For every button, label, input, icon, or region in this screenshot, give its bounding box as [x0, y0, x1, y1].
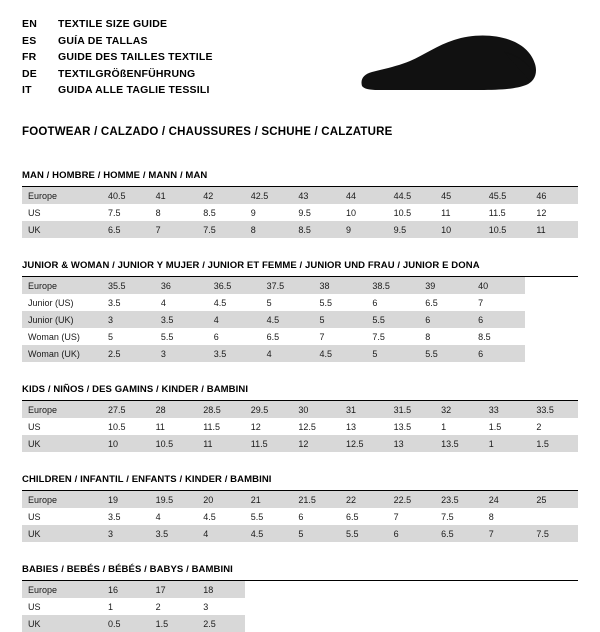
- size-cell: 7: [483, 525, 531, 542]
- row-label: Junior (UK): [22, 311, 102, 328]
- size-cell: [525, 277, 578, 294]
- table-row: [22, 204, 578, 221]
- size-cell: 4.5: [197, 508, 245, 525]
- size-section: [22, 170, 578, 238]
- size-cell: 11.5: [483, 204, 531, 221]
- row-label: UK: [22, 615, 102, 632]
- size-cell: [340, 581, 388, 598]
- size-cell: 4.5: [208, 294, 261, 311]
- size-cell: [245, 615, 293, 632]
- size-cell: 16: [102, 581, 150, 598]
- size-cell: [525, 311, 578, 328]
- size-cell: 11: [530, 221, 578, 238]
- size-cell: [435, 598, 483, 615]
- size-cell: 6: [366, 294, 419, 311]
- size-cell: 3: [155, 345, 208, 362]
- size-cell: 40: [472, 277, 525, 294]
- size-table: [22, 401, 578, 452]
- section-title: BABIES / BEBÉS / BÉBÉS / BABYS / BAMBINI: [22, 564, 578, 581]
- table-row: [22, 418, 578, 435]
- size-cell: 8: [245, 221, 293, 238]
- size-cell: 3: [197, 598, 245, 615]
- language-code: ES: [22, 34, 37, 47]
- size-cell: 12: [245, 418, 293, 435]
- size-section: [22, 384, 578, 452]
- size-cell: [530, 615, 578, 632]
- size-cell: 4.5: [261, 311, 314, 328]
- language-title: GUIDE DES TAILLES TEXTILE: [58, 51, 213, 63]
- table-row: [22, 491, 578, 508]
- size-cell: 33.5: [530, 401, 578, 418]
- size-cell: 7.5: [197, 221, 245, 238]
- row-label: US: [22, 508, 102, 525]
- size-cell: 4: [208, 311, 261, 328]
- table-row: [22, 615, 578, 632]
- table-row: [22, 328, 578, 345]
- size-cell: 4.5: [314, 345, 367, 362]
- size-cell: 12: [292, 435, 340, 452]
- size-cell: 25: [530, 491, 578, 508]
- size-cell: [388, 581, 436, 598]
- size-cell: [483, 581, 531, 598]
- size-cell: 28.5: [197, 401, 245, 418]
- language-code: IT: [22, 84, 32, 96]
- size-cell: 20: [197, 491, 245, 508]
- language-title: GUIDA ALLE TAGLIE TESSILI: [58, 84, 210, 96]
- size-cell: 7: [314, 328, 367, 345]
- size-cell: 1: [435, 418, 483, 435]
- size-cell: 11: [435, 204, 483, 221]
- size-cell: 10.5: [150, 435, 198, 452]
- size-cell: 10: [102, 435, 150, 452]
- size-cell: 7.5: [102, 204, 150, 221]
- size-cell: 2: [530, 418, 578, 435]
- size-cell: 8.5: [472, 328, 525, 345]
- size-cell: 36: [155, 277, 208, 294]
- table-row: [22, 221, 578, 238]
- row-label: Europe: [22, 401, 102, 418]
- size-cell: 4: [197, 525, 245, 542]
- size-cell: 7.5: [366, 328, 419, 345]
- size-cell: 8: [150, 204, 198, 221]
- size-cell: [435, 581, 483, 598]
- table-row: [22, 581, 578, 598]
- size-cell: [483, 598, 531, 615]
- size-cell: 3.5: [102, 294, 155, 311]
- size-cell: 38: [314, 277, 367, 294]
- size-cell: 42.5: [245, 187, 293, 204]
- size-cell: 5: [366, 345, 419, 362]
- size-cell: 5.5: [314, 294, 367, 311]
- size-cell: 19: [102, 491, 150, 508]
- size-cell: 5.5: [419, 345, 472, 362]
- size-cell: 5: [292, 525, 340, 542]
- size-cell: 8: [419, 328, 472, 345]
- size-cell: 9: [245, 204, 293, 221]
- table-row: [22, 508, 578, 525]
- row-label: Europe: [22, 491, 102, 508]
- size-cell: 3.5: [155, 311, 208, 328]
- row-label: US: [22, 418, 102, 435]
- size-cell: 22.5: [388, 491, 436, 508]
- size-cell: 37.5: [261, 277, 314, 294]
- table-row: [22, 435, 578, 452]
- size-cell: 13.5: [388, 418, 436, 435]
- row-label: US: [22, 598, 102, 615]
- row-label: UK: [22, 525, 102, 542]
- size-cell: 5.5: [366, 311, 419, 328]
- size-cell: 6: [388, 525, 436, 542]
- size-cell: 45.5: [483, 187, 531, 204]
- size-cell: 1.5: [530, 435, 578, 452]
- size-cell: [388, 615, 436, 632]
- row-label: Europe: [22, 581, 102, 598]
- size-cell: 46: [530, 187, 578, 204]
- size-cell: 11.5: [245, 435, 293, 452]
- size-cell: 12.5: [340, 435, 388, 452]
- section-title: CHILDREN / INFANTIL / ENFANTS / KINDER / BAMBINI: [22, 474, 578, 491]
- size-cell: 10.5: [388, 204, 436, 221]
- size-cell: 18: [197, 581, 245, 598]
- size-cell: [530, 581, 578, 598]
- size-cell: 3: [102, 525, 150, 542]
- table-row: [22, 345, 578, 362]
- size-cell: 43: [292, 187, 340, 204]
- table-row: [22, 187, 578, 204]
- size-cell: 5: [314, 311, 367, 328]
- size-cell: 42: [197, 187, 245, 204]
- size-cell: [292, 581, 340, 598]
- size-cell: 12: [530, 204, 578, 221]
- size-cell: [340, 615, 388, 632]
- size-cell: [525, 345, 578, 362]
- size-sections: [22, 170, 578, 632]
- size-cell: 3.5: [102, 508, 150, 525]
- size-cell: 8: [483, 508, 531, 525]
- size-cell: 35.5: [102, 277, 155, 294]
- row-label: US: [22, 204, 102, 221]
- size-cell: 10: [435, 221, 483, 238]
- size-section: [22, 474, 578, 542]
- language-title: GUÍA DE TALLAS: [58, 34, 148, 47]
- size-cell: 29.5: [245, 401, 293, 418]
- row-label: UK: [22, 435, 102, 452]
- size-cell: 6: [208, 328, 261, 345]
- size-cell: 1.5: [150, 615, 198, 632]
- size-cell: 24: [483, 491, 531, 508]
- dress-shoe-icon: [354, 32, 544, 102]
- size-cell: [292, 598, 340, 615]
- size-cell: 4: [155, 294, 208, 311]
- section-title: JUNIOR & WOMAN / JUNIOR Y MUJER / JUNIOR ET FEMME / JUNIOR UND FRAU / JUNIOR E DONA: [22, 260, 578, 277]
- size-cell: 10.5: [483, 221, 531, 238]
- size-cell: 0.5: [102, 615, 150, 632]
- size-table: [22, 581, 578, 632]
- size-cell: [388, 598, 436, 615]
- table-row: [22, 311, 578, 328]
- language-title: TEXTILE SIZE GUIDE: [58, 18, 168, 30]
- size-cell: 40.5: [102, 187, 150, 204]
- size-cell: 2.5: [102, 345, 155, 362]
- size-cell: 6.5: [419, 294, 472, 311]
- size-cell: 5: [102, 328, 155, 345]
- size-cell: [292, 615, 340, 632]
- size-cell: 23.5: [435, 491, 483, 508]
- size-cell: 4: [261, 345, 314, 362]
- size-table: [22, 187, 578, 238]
- size-cell: 6: [292, 508, 340, 525]
- size-cell: 32: [435, 401, 483, 418]
- size-cell: 4.5: [245, 525, 293, 542]
- size-cell: 19.5: [150, 491, 198, 508]
- size-cell: [340, 598, 388, 615]
- size-cell: 44.5: [388, 187, 436, 204]
- size-cell: 6: [472, 311, 525, 328]
- table-row: [22, 277, 578, 294]
- size-cell: [530, 508, 578, 525]
- size-cell: 6.5: [340, 508, 388, 525]
- size-cell: [435, 615, 483, 632]
- size-cell: 30: [292, 401, 340, 418]
- size-section: [22, 564, 578, 632]
- size-cell: [245, 598, 293, 615]
- size-section: [22, 260, 578, 362]
- size-cell: 22: [340, 491, 388, 508]
- size-cell: 3.5: [150, 525, 198, 542]
- size-cell: 5.5: [340, 525, 388, 542]
- size-cell: 21.5: [292, 491, 340, 508]
- size-cell: 6.5: [102, 221, 150, 238]
- size-cell: 10: [340, 204, 388, 221]
- size-cell: 2: [150, 598, 198, 615]
- size-cell: 9: [340, 221, 388, 238]
- size-cell: 44: [340, 187, 388, 204]
- size-cell: 8.5: [197, 204, 245, 221]
- table-row: [22, 598, 578, 615]
- size-cell: 12.5: [292, 418, 340, 435]
- size-cell: 31.5: [388, 401, 436, 418]
- size-cell: 39: [419, 277, 472, 294]
- size-cell: [525, 294, 578, 311]
- size-cell: 3.5: [208, 345, 261, 362]
- size-cell: [530, 598, 578, 615]
- size-cell: 9.5: [292, 204, 340, 221]
- row-label: Europe: [22, 187, 102, 204]
- row-label: Junior (US): [22, 294, 102, 311]
- size-cell: 11: [197, 435, 245, 452]
- size-table: [22, 491, 578, 542]
- header: [22, 18, 578, 110]
- size-cell: 5.5: [245, 508, 293, 525]
- section-title: MAN / HOMBRE / HOMME / MANN / MAN: [22, 170, 578, 187]
- size-cell: 5.5: [155, 328, 208, 345]
- table-row: [22, 401, 578, 418]
- size-cell: 27.5: [102, 401, 150, 418]
- size-cell: 1: [483, 435, 531, 452]
- size-cell: 28: [150, 401, 198, 418]
- size-cell: 7: [472, 294, 525, 311]
- size-cell: 7: [150, 221, 198, 238]
- size-cell: 41: [150, 187, 198, 204]
- row-label: UK: [22, 221, 102, 238]
- size-cell: 13.5: [435, 435, 483, 452]
- language-code: EN: [22, 18, 37, 30]
- size-cell: 8.5: [292, 221, 340, 238]
- size-cell: 6.5: [261, 328, 314, 345]
- size-cell: 10.5: [102, 418, 150, 435]
- size-cell: 1: [102, 598, 150, 615]
- section-title: KIDS / NIÑOS / DES GAMINS / KINDER / BAMBINI: [22, 384, 578, 401]
- row-label: Woman (US): [22, 328, 102, 345]
- size-cell: [483, 615, 531, 632]
- table-row: [22, 294, 578, 311]
- size-cell: 6: [472, 345, 525, 362]
- table-row: [22, 525, 578, 542]
- size-cell: 38.5: [366, 277, 419, 294]
- size-cell: 1.5: [483, 418, 531, 435]
- size-cell: [245, 581, 293, 598]
- size-cell: 7.5: [530, 525, 578, 542]
- language-title: TEXTILGRÖßENFÜHRUNG: [58, 67, 196, 80]
- size-cell: 4: [150, 508, 198, 525]
- size-cell: 9.5: [388, 221, 436, 238]
- size-cell: 6: [419, 311, 472, 328]
- size-cell: 33: [483, 401, 531, 418]
- size-cell: 11.5: [197, 418, 245, 435]
- size-cell: 17: [150, 581, 198, 598]
- size-cell: [525, 328, 578, 345]
- row-label: Woman (UK): [22, 345, 102, 362]
- size-cell: 2.5: [197, 615, 245, 632]
- size-table: [22, 277, 578, 362]
- row-label: Europe: [22, 277, 102, 294]
- size-cell: 45: [435, 187, 483, 204]
- size-cell: 13: [388, 435, 436, 452]
- language-code: DE: [22, 67, 37, 80]
- category-line: FOOTWEAR / CALZADO / CHAUSSURES / SCHUHE / CALZATURE: [22, 126, 393, 138]
- size-cell: 7.5: [435, 508, 483, 525]
- size-cell: 36.5: [208, 277, 261, 294]
- size-cell: 11: [150, 418, 198, 435]
- size-cell: 6.5: [435, 525, 483, 542]
- size-cell: 3: [102, 311, 155, 328]
- size-cell: 31: [340, 401, 388, 418]
- size-cell: 21: [245, 491, 293, 508]
- size-cell: 7: [388, 508, 436, 525]
- language-code: FR: [22, 51, 37, 63]
- size-cell: 13: [340, 418, 388, 435]
- size-cell: 5: [261, 294, 314, 311]
